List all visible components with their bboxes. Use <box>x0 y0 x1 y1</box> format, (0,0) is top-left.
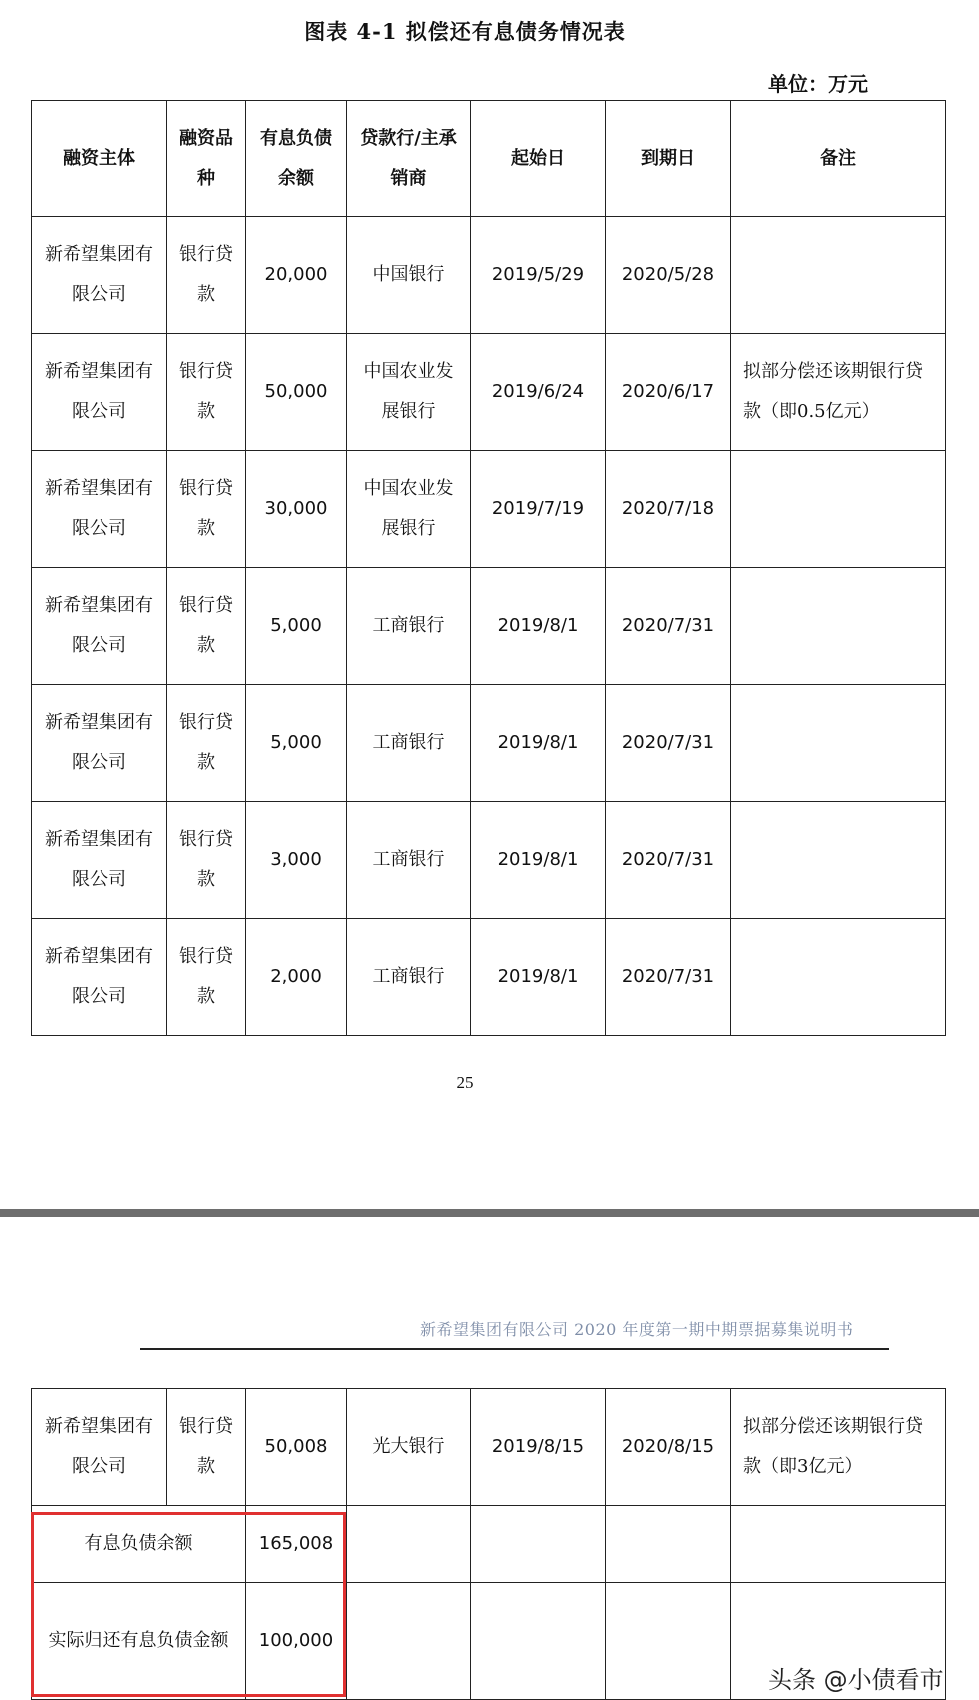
cell-start: 2019/8/15 <box>471 1389 606 1506</box>
cell-type: 银行贷款 <box>167 1389 246 1506</box>
watermark <box>768 1660 944 1695</box>
cell-bank: 工商银行 <box>347 568 471 685</box>
debt-table-page-25 <box>31 100 946 1036</box>
actual-label: 实际归还有息负债金额 <box>32 1583 246 1700</box>
cell-entity: 新希望集团有限公司 <box>32 451 167 568</box>
cell-end: 2020/6/17 <box>606 334 731 451</box>
col-header-start: 起始日 <box>471 101 606 217</box>
cell-bank: 工商银行 <box>347 919 471 1036</box>
header-rule <box>140 1348 889 1350</box>
cell-amount: 20,000 <box>246 217 347 334</box>
col-header-entity: 融资主体 <box>32 101 167 217</box>
cell-type: 银行贷款 <box>167 919 246 1036</box>
cell-bank: 工商银行 <box>347 802 471 919</box>
table-title: 图表 4-1 拟偿还有息债务情况表 <box>304 19 626 44</box>
table-row <box>32 1389 946 1506</box>
cell-bank: 中国银行 <box>347 217 471 334</box>
table-row <box>32 685 946 802</box>
cell-type: 银行贷款 <box>167 451 246 568</box>
col-header-note: 备注 <box>731 101 946 217</box>
table-row <box>32 451 946 568</box>
col-header-amount: 有息负债余额 <box>246 101 347 217</box>
unit-label: 单位：万元 <box>768 72 868 96</box>
cell-end: 2020/5/28 <box>606 217 731 334</box>
cell-amount: 5,000 <box>246 685 347 802</box>
cell-type: 银行贷款 <box>167 685 246 802</box>
page-divider <box>0 1209 979 1217</box>
cell-type: 银行贷款 <box>167 802 246 919</box>
cell-start: 2019/8/1 <box>471 568 606 685</box>
cell-start: 2019/7/19 <box>471 451 606 568</box>
cell-end: 2020/7/31 <box>606 685 731 802</box>
cell-entity: 新希望集团有限公司 <box>32 1389 167 1506</box>
watermark-text: 头条 @小债看市 <box>768 1666 944 1694</box>
cell-entity: 新希望集团有限公司 <box>32 802 167 919</box>
total-label: 有息负债余额 <box>32 1506 246 1583</box>
cell-entity: 新希望集团有限公司 <box>32 217 167 334</box>
table-row <box>32 919 946 1036</box>
cell-type: 银行贷款 <box>167 217 246 334</box>
cell-bank: 光大银行 <box>347 1389 471 1506</box>
actual-value: 100,000 <box>246 1583 347 1700</box>
cell-amount: 30,000 <box>246 451 347 568</box>
cell-type: 银行贷款 <box>167 568 246 685</box>
cell-amount: 50,008 <box>246 1389 347 1506</box>
table-row <box>32 802 946 919</box>
col-header-bank: 贷款行/主承销商 <box>347 101 471 217</box>
table-row <box>32 568 946 685</box>
cell-note: 拟部分偿还该期银行贷款（即3亿元） <box>731 1389 946 1506</box>
cell-entity: 新希望集团有限公司 <box>32 568 167 685</box>
cell-start: 2019/6/24 <box>471 334 606 451</box>
running-header: 新希望集团有限公司 2020 年度第一期中期票据募集说明书 <box>420 1320 854 1339</box>
cell-bank: 中国农业发展银行 <box>347 451 471 568</box>
col-header-type: 融资品种 <box>167 101 246 217</box>
table-row <box>32 334 946 451</box>
cell-amount: 50,000 <box>246 334 347 451</box>
cell-note <box>731 568 946 685</box>
cell-amount: 3,000 <box>246 802 347 919</box>
cell-note <box>731 217 946 334</box>
cell-end: 2020/7/31 <box>606 802 731 919</box>
cell-note <box>731 919 946 1036</box>
cell-bank: 工商银行 <box>347 685 471 802</box>
cell-end: 2020/7/18 <box>606 451 731 568</box>
highlight-box <box>31 1512 346 1697</box>
cell-start: 2019/8/1 <box>471 685 606 802</box>
cell-end: 2020/7/31 <box>606 568 731 685</box>
total-value: 165,008 <box>246 1506 347 1583</box>
cell-note <box>731 451 946 568</box>
table-row <box>32 217 946 334</box>
cell-start: 2019/8/1 <box>471 919 606 1036</box>
cell-end: 2020/7/31 <box>606 919 731 1036</box>
cell-amount: 2,000 <box>246 919 347 1036</box>
cell-end: 2020/8/15 <box>606 1389 731 1506</box>
cell-note <box>731 802 946 919</box>
cell-bank: 中国农业发展银行 <box>347 334 471 451</box>
cell-type: 银行贷款 <box>167 334 246 451</box>
cell-entity: 新希望集团有限公司 <box>32 334 167 451</box>
table-header-row <box>32 101 946 217</box>
cell-amount: 5,000 <box>246 568 347 685</box>
cell-note <box>731 685 946 802</box>
cell-note: 拟部分偿还该期银行贷款（即0.5亿元） <box>731 334 946 451</box>
cell-entity: 新希望集团有限公司 <box>32 919 167 1036</box>
col-header-end: 到期日 <box>606 101 731 217</box>
cell-start: 2019/8/1 <box>471 802 606 919</box>
page-number: 25 <box>456 1073 474 1092</box>
cell-start: 2019/5/29 <box>471 217 606 334</box>
cell-entity: 新希望集团有限公司 <box>32 685 167 802</box>
